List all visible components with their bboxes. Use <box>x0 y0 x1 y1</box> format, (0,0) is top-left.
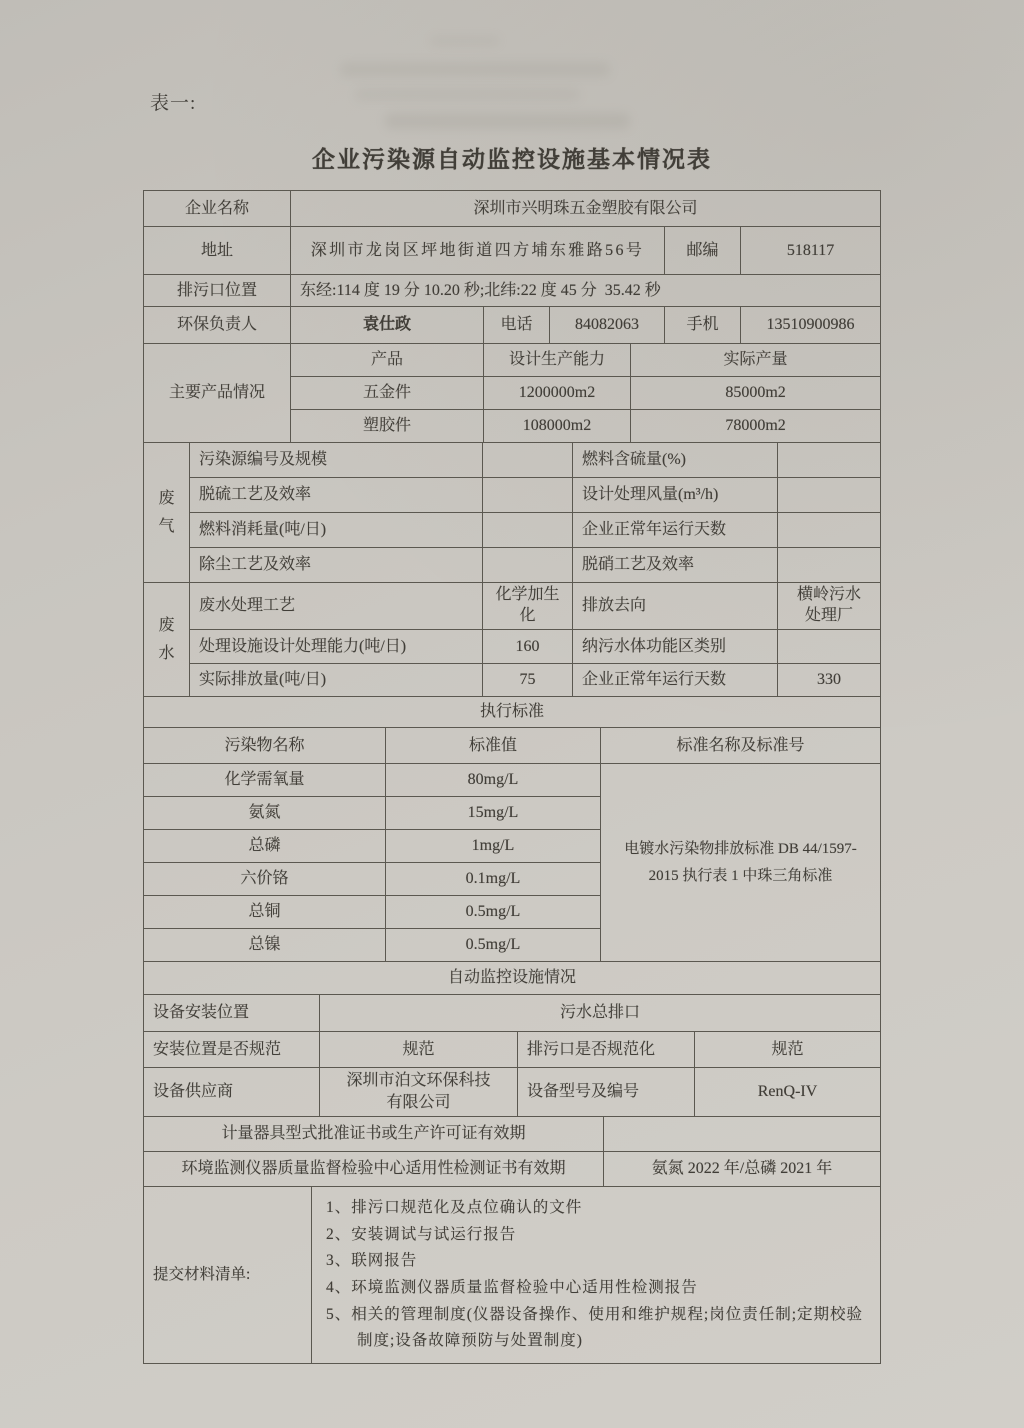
table-row <box>144 728 881 764</box>
company-name-label: 企业名称 <box>144 191 291 227</box>
standards-table <box>143 696 881 962</box>
pollutant-name: 氨氮 <box>144 797 386 830</box>
field-value: 75 <box>483 664 573 697</box>
company-name-value: 深圳市兴明珠五金塑胶有限公司 <box>291 191 881 227</box>
field-label: 脱硫工艺及效率 <box>190 478 483 513</box>
field-value <box>778 513 881 548</box>
install-norm-value: 规范 <box>320 1032 518 1068</box>
field-label: 燃料含硫量(%) <box>573 443 778 478</box>
bleed-through-artifact <box>385 113 630 129</box>
table-row <box>144 664 881 697</box>
pollutant-limit: 0.5mg/L <box>386 929 601 962</box>
bleed-through-artifact <box>430 36 500 46</box>
outlet-norm-value: 规范 <box>695 1032 881 1068</box>
table-row <box>144 697 881 728</box>
table-row <box>144 478 881 513</box>
product-name: 塑胶件 <box>291 410 484 443</box>
install-norm-label: 安装位置是否规范 <box>144 1032 320 1068</box>
waste-water-section-label: 废水 <box>144 583 190 697</box>
pollutant-limit: 15mg/L <box>386 797 601 830</box>
address-label: 地址 <box>144 227 291 275</box>
design-capacity-value: 1200000m2 <box>484 377 631 410</box>
materials-list-item: 4、环境监测仪器质量监督检验中心适用性检测报告 <box>326 1278 698 1296</box>
mobile-label: 手机 <box>665 307 741 344</box>
field-label: 设计处理风量(m³/h) <box>573 478 778 513</box>
table-row <box>144 995 881 1032</box>
field-label: 污染源编号及规模 <box>190 443 483 478</box>
table-row <box>144 1032 881 1068</box>
pollutant-name: 化学需氧量 <box>144 764 386 797</box>
table-row <box>144 548 881 583</box>
bleed-through-artifact <box>355 88 580 101</box>
form-table <box>143 190 880 1364</box>
actual-output-column-header: 实际产量 <box>631 344 881 377</box>
field-value: 横岭污水处理厂 <box>778 583 881 630</box>
pollutant-limit: 0.5mg/L <box>386 896 601 929</box>
page-title: 企业污染源自动监控设施基本情况表 <box>312 147 712 172</box>
field-value <box>483 548 573 583</box>
officer-label: 环保负责人 <box>144 307 291 344</box>
field-value <box>483 478 573 513</box>
table-row <box>144 583 881 630</box>
field-value <box>778 478 881 513</box>
product-name: 五金件 <box>291 377 484 410</box>
table-row <box>144 630 881 664</box>
phone-value: 84082063 <box>550 307 665 344</box>
bleed-through-artifact <box>340 62 610 77</box>
pollutant-name: 六价铬 <box>144 863 386 896</box>
supplier-label: 设备供应商 <box>144 1068 320 1117</box>
outlet-norm-label: 排污口是否规范化 <box>518 1032 695 1068</box>
outlet-position-value: 东经:114 度 19 分 10.20 秒;北纬:22 度 45 分 35.42 秒 <box>291 275 881 307</box>
materials-list <box>312 1187 881 1364</box>
pollutant-column-header: 污染物名称 <box>144 728 386 764</box>
officer-name-value: 袁仕政 <box>291 307 484 344</box>
limit-column-header: 标准值 <box>386 728 601 764</box>
table-row <box>144 275 881 307</box>
table-row <box>144 764 881 797</box>
install-position-label: 设备安装位置 <box>144 995 320 1032</box>
address-value: 深圳市龙岗区坪地街道四方埔东雅路56号 <box>291 227 665 275</box>
supplier-value: 深圳市泊文环保科技有限公司 <box>320 1068 518 1117</box>
pollutant-limit: 1mg/L <box>386 830 601 863</box>
phone-label: 电话 <box>484 307 550 344</box>
materials-table <box>143 1186 881 1364</box>
field-label: 脱硝工艺及效率 <box>573 548 778 583</box>
products-section-label: 主要产品情况 <box>144 344 291 443</box>
field-value <box>778 443 881 478</box>
model-value: RenQ-IV <box>695 1068 881 1117</box>
pollutant-name: 总铜 <box>144 896 386 929</box>
field-value <box>483 513 573 548</box>
field-value <box>778 630 881 664</box>
field-label: 燃料消耗量(吨/日) <box>190 513 483 548</box>
pollutant-name: 总磷 <box>144 830 386 863</box>
table-row <box>144 1152 881 1187</box>
materials-list-item: 3、联网报告 <box>326 1252 418 1270</box>
postcode-label: 邮编 <box>665 227 741 275</box>
field-value <box>778 548 881 583</box>
model-label: 设备型号及编号 <box>518 1068 695 1117</box>
applicability-cert-value: 氨氮 2022 年/总磷 2021 年 <box>604 1152 881 1187</box>
field-label: 处理设施设计处理能力(吨/日) <box>190 630 483 664</box>
field-value: 化学加生化 <box>483 583 573 630</box>
monitoring-section-title: 自动监控设施情况 <box>144 962 881 995</box>
waste-gas-water-table <box>143 442 881 697</box>
pollutant-limit: 80mg/L <box>386 764 601 797</box>
standard-name-value: 电镀水污染物排放标准 DB 44/1597-2015 执行表 1 中珠三角标准 <box>601 764 881 962</box>
metering-cert-label: 计量器具型式批准证书或生产许可证有效期 <box>144 1117 604 1152</box>
table-row <box>144 191 881 227</box>
waste-gas-section-label: 废气 <box>144 443 190 583</box>
applicability-cert-label: 环境监测仪器质量监督检验中心适用性检测证书有效期 <box>144 1152 604 1187</box>
field-label: 实际排放量(吨/日) <box>190 664 483 697</box>
field-value <box>483 443 573 478</box>
field-label: 企业正常年运行天数 <box>573 513 778 548</box>
table-row <box>144 307 881 344</box>
table-row <box>144 1068 881 1117</box>
materials-list-item: 5、相关的管理制度(仪器设备操作、使用和维护规程;岗位责任制;定期校验制度;设备故障预防与处置制度) <box>326 1305 864 1350</box>
materials-list-item: 2、安装调试与试运行报告 <box>326 1225 517 1243</box>
pollutant-name: 总镍 <box>144 929 386 962</box>
standard-column-header: 标准名称及标准号 <box>601 728 881 764</box>
standards-section-title: 执行标准 <box>144 697 881 728</box>
basic-info-table <box>143 190 881 443</box>
product-column-header: 产品 <box>291 344 484 377</box>
table-row <box>144 1117 881 1152</box>
pollutant-limit: 0.1mg/L <box>386 863 601 896</box>
field-label: 废水处理工艺 <box>190 583 483 630</box>
field-label: 企业正常年运行天数 <box>573 664 778 697</box>
certificates-table <box>143 1116 881 1187</box>
design-capacity-value: 108000m2 <box>484 410 631 443</box>
design-capacity-column-header: 设计生产能力 <box>484 344 631 377</box>
monitoring-table <box>143 961 881 1117</box>
table-row <box>144 513 881 548</box>
actual-output-value: 85000m2 <box>631 377 881 410</box>
materials-list-item: 1、排污口规范化及点位确认的文件 <box>326 1199 583 1216</box>
table-row <box>144 443 881 478</box>
table-row <box>144 962 881 995</box>
mobile-value: 13510900986 <box>741 307 881 344</box>
actual-output-value: 78000m2 <box>631 410 881 443</box>
outlet-position-label: 排污口位置 <box>144 275 291 307</box>
field-value: 330 <box>778 664 881 697</box>
field-label: 纳污水体功能区类别 <box>573 630 778 664</box>
table-row <box>144 1187 881 1364</box>
field-label: 排放去向 <box>573 583 778 630</box>
table-number-label: 表一: <box>150 93 197 114</box>
metering-cert-value <box>604 1117 881 1152</box>
field-label: 除尘工艺及效率 <box>190 548 483 583</box>
field-value: 160 <box>483 630 573 664</box>
postcode-value: 518117 <box>741 227 881 275</box>
table-row <box>144 227 881 275</box>
install-position-value: 污水总排口 <box>320 995 881 1032</box>
materials-label: 提交材料清单: <box>144 1187 312 1364</box>
table-row <box>144 344 881 377</box>
